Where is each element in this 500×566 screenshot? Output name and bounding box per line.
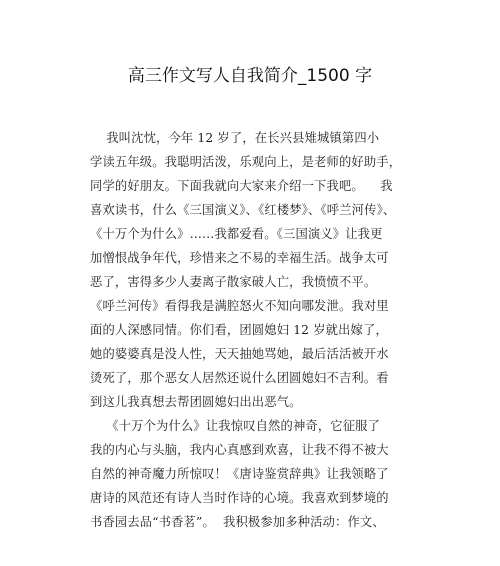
text-line: 加憎恨战争年代，珍惜来之不易的幸福生活。战争太可 [90,251,389,265]
text-line: 唐诗的风范还有诗人当时作诗的心境。我喜欢到梦境的 [90,491,389,505]
text-line: 到这儿我真想去帮团圆媳妇出出恶气。 [90,395,302,409]
text-line: 书香园去品“书香茗”。 我积极参加多种活动：作文、 [90,515,385,529]
text-line: 同学的好朋友。下面我就向大家来介绍一下我吧。 我 [90,179,393,193]
text-line: 我叫沈忱，今年 12 岁了，在长兴县雉城镇第四小 [90,131,380,145]
text-line: 恶了，害得多少人妻离子散家破人亡，我愤愤不平。 [90,275,377,289]
text-line: 喜欢读书，什么《三国演义》、《红楼梦》、《呼兰河传》、 [90,203,396,217]
text-line: 《呼兰河传》看得我是满腔怒火不知向哪发泄。我对里 [90,299,389,313]
text-line: 我的内心与头脑，我内心真感到欢喜，让我不得不被大 [90,443,389,457]
text-line: 面的人深感同情。你们看，团圆媳妇 12 岁就出嫁了， [90,323,388,337]
document-title: 高三作文写人自我简介_1500 字 [127,66,373,86]
text-line: 《十万个为什么》让我惊叹自然的神奇，它征服了 [90,419,381,433]
text-line: 她的婆婆真是没人性，天天抽她骂她，最后活活被开水 [90,347,389,361]
text-line: 烫死了，那个恶女人居然还说什么团圆媳妇不吉利。看 [90,371,389,385]
text-line: 学读五年级。我聪明活泼，乐观向上，是老师的好助手， [90,155,402,169]
text-line: 《十万个为什么》……我都爱看。《三国演义》让我更 [90,227,383,241]
text-line: 自然的神奇魔力所惊叹！《唐诗鉴赏辞典》让我领略了 [90,467,389,481]
